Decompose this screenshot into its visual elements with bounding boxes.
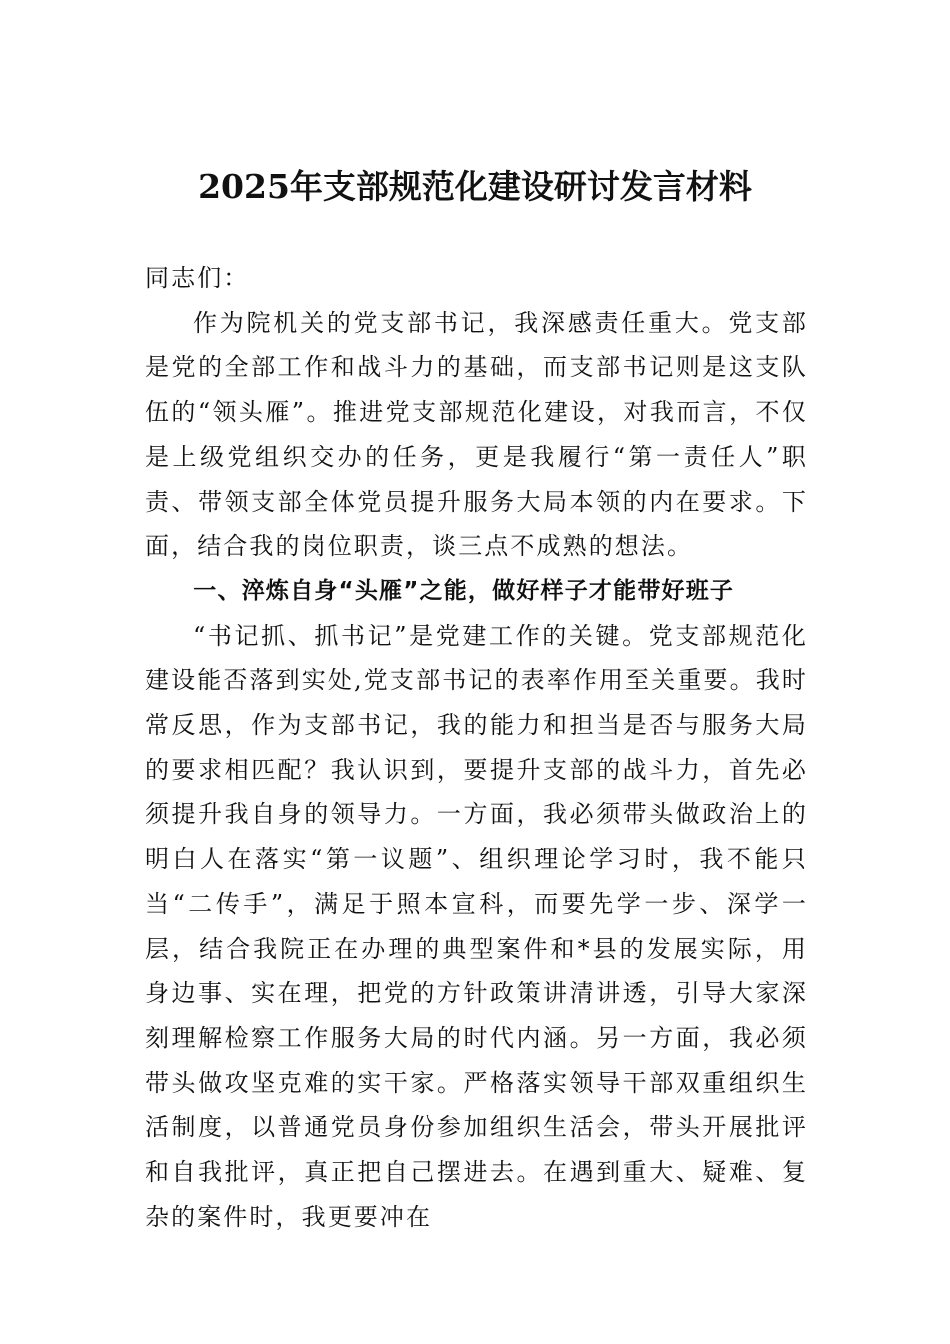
document-body [145, 256, 808, 1239]
section-1-paragraph: “书记抓、抓书记”是党建工作的关键。党支部规范化建设能否落到实处,党支部书记的表率作用至关重要。我时常反思，作为支部书记，我的能力和担当是否与服务大局的要求相匹配？我认识到，要提升支部的战斗力，首先必须提升我自身的领导力。一方面，我必须带头做政治上的明白人在落实“第一议题”、组织理论学习时，我不能只当“二传手”，满足于照本宣科，而要先学一步、深学一层，结合我院正在办理的典型案件和*县的发展实际，用身边事、实在理，把党的方针政策讲清讲透，引导大家深刻理解检察工作服务大局的时代内涵。另一方面，我必须带头做攻坚克难的实干家。严格落实领导干部双重组织生活制度，以普通党员身份参加组织生活会，带头开展批评和自我批评，真正把自己摆进去。在遇到重大、疑难、复杂的案件时，我更要冲在 [145, 621, 808, 1231]
intro-paragraph: 作为院机关的党支部书记，我深感责任重大。党支部是党的全部工作和战斗力的基础，而支部书记则是这支队伍的“领头雁”。推进党支部规范化建设，对我而言，不仅是上级党组织交办的任务，更是我履行“第一责任人”职责、带领支部全体党员提升服务大局本领的内在要求。下面，结合我的岗位职责，谈三点不成熟的想法。 [145, 308, 808, 561]
document-title: 2025年支部规范化建设研讨发言材料 [198, 167, 752, 206]
section-heading-1: 一、淬炼自身“头雁”之能，做好样子才能带好班子 [193, 577, 735, 604]
salutation: 同志们： [145, 264, 250, 292]
